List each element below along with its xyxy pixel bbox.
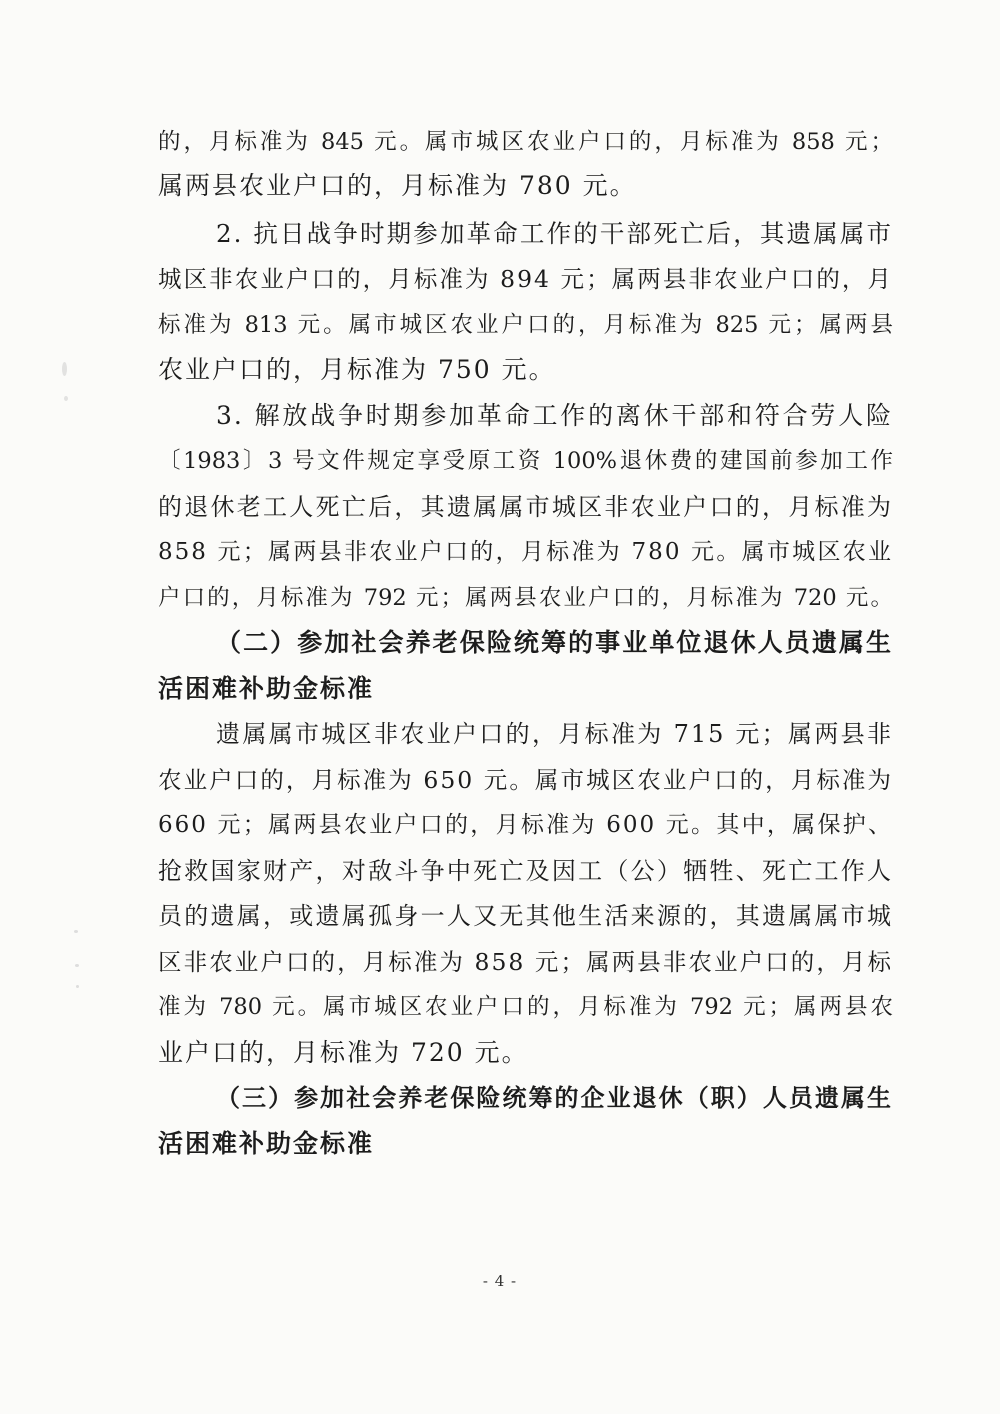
text-line: 3. 解放战争时期参加革命工作的离休干部和符合劳人险 xyxy=(216,401,893,430)
text-line: 农业户口的，月标准为 750 元。 xyxy=(158,355,556,384)
section-heading: 活困难补助金标准 xyxy=(158,674,375,703)
scan-speck xyxy=(75,964,79,967)
text-line: 2. 抗日战争时期参加革命工作的干部死亡后，其遗属属市 xyxy=(216,219,893,248)
text-line: 农业户口的，月标准为 650 元。属市城区农业户口的，月标准为 xyxy=(158,766,893,794)
text-line: 858 元；属两县非农业户口的，月标准为 780 元。属市城区农业 xyxy=(158,539,893,565)
text-line: 区非农业户口的，月标准为 858 元；属两县非农业户口的，月标 xyxy=(158,948,893,976)
text-line: 业户口的，月标准为 720 元。 xyxy=(158,1038,529,1067)
text-line: 员的遗属，或遗属孤身一人又无其他生活来源的，其遗属属市城 xyxy=(158,902,893,930)
text-line: 〔1983〕3 号文件规定享受原工资 100%退休费的建国前参加工作 xyxy=(158,448,893,474)
scan-speck xyxy=(64,396,68,401)
text-line: 抢救国家财产，对敌斗争中死亡及因工（公）牺牲、死亡工作人 xyxy=(158,857,893,885)
text-line: 的退休老工人死亡后，其遗属属市城区非农业户口的，月标准为 xyxy=(158,493,893,521)
section-heading: （三）参加社会养老保险统筹的企业退休（职）人员遗属生 xyxy=(216,1083,893,1112)
section-heading: （二）参加社会养老保险统筹的事业单位退休人员遗属生 xyxy=(216,628,893,657)
scan-speck xyxy=(76,985,79,988)
text-line: 遗属属市城区非农业户口的，月标准为 715 元；属两县非 xyxy=(216,720,893,748)
text-line: 户口的，月标准为 792 元；属两县农业户口的，月标准为 720 元。 xyxy=(158,585,893,611)
text-line: 准为 780 元。属市城区农业户口的，月标准为 792 元；属两县农 xyxy=(158,994,893,1020)
section-heading: 活困难补助金标准 xyxy=(158,1129,375,1158)
text-line: 标准为 813 元。属市城区农业户口的，月标准为 825 元；属两县 xyxy=(158,312,893,338)
text-line: 属两县农业户口的，月标准为 780 元。 xyxy=(158,171,637,200)
scan-speck xyxy=(62,362,67,376)
scan-speck xyxy=(74,930,78,933)
text-line: 城区非农业户口的，月标准为 894 元；属两县非农业户口的，月 xyxy=(158,265,893,293)
text-line: 的，月标准为 845 元。属市城区农业户口的，月标准为 858 元； xyxy=(158,129,893,155)
text-line: 660 元；属两县农业户口的，月标准为 600 元。其中，属保护、 xyxy=(158,812,893,838)
page-number: - 4 - xyxy=(482,1272,518,1290)
